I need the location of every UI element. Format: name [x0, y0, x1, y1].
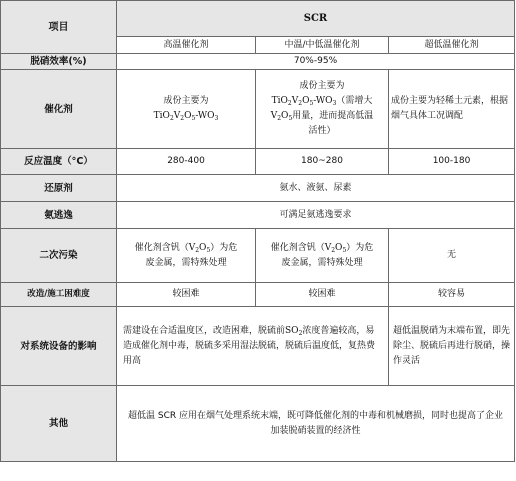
catalyst-mid-line1: 成份主要为	[299, 81, 345, 91]
temperature-label: 反应温度（°C）	[1, 149, 117, 175]
impact-high-mid: 需建设在合适温度区，改造困难，脱硫前$SO_2$浓度普遍较高，易造成催化剂中毒，脱硫多采用湿法脱硫，脱硫后温度低，复热费用高	[117, 307, 389, 386]
catalyst-mid-line3: $V_2O_5$用量，进而提高低温	[270, 111, 374, 122]
ammonia-slip-label: 氨逃逸	[1, 202, 117, 229]
secondary-pollution-low: 无	[389, 229, 515, 283]
other-row	[1, 386, 515, 462]
efficiency-value: 70%-95%	[117, 54, 515, 70]
temperature-low: 100-180	[389, 149, 515, 175]
difficulty-mid: 较困难	[256, 283, 389, 307]
catalyst-mid-line4: 活性）	[308, 126, 336, 136]
other-label: 其他	[1, 386, 117, 462]
catalyst-high-formula: $TiO_2V_2O_5-WO_3$	[153, 111, 219, 122]
catalyst-mid-line2: $TiO_2V_2O_5-WO_3$（需增大	[271, 96, 373, 107]
impact-label: 对系统设备的影响	[1, 307, 117, 386]
ammonia-slip-value: 可满足氨逃逸要求	[117, 202, 515, 229]
reducing-agent-row	[1, 175, 515, 202]
catalyst-high-line1: 成份主要为	[163, 96, 209, 106]
reducing-agent-value: 氨水、液氨、尿素	[117, 175, 515, 202]
efficiency-row	[1, 54, 515, 70]
secondary-pollution-high: 催化剂含钒$(V_2O_5)$为危 废金属，需特殊处理	[117, 229, 256, 283]
temperature-mid: 180~280	[256, 149, 389, 175]
item-header: 项目	[1, 1, 117, 54]
temperature-high: 280-400	[117, 149, 256, 175]
impact-low: 超低温脱硝为末端布置，即先除尘、脱硫后再进行脱硝，操作灵活	[389, 307, 515, 386]
catalyst-low: 成份主要为轻稀土元素，根据烟气具体工况调配	[389, 70, 515, 149]
type-ultra-low-temp: 超低温催化剂	[389, 37, 515, 54]
scr-header: SCR	[117, 1, 515, 37]
impact-row	[1, 307, 515, 386]
type-high-temp: 高温催化剂	[117, 37, 256, 54]
difficulty-row	[1, 283, 515, 307]
difficulty-low: 较容易	[389, 283, 515, 307]
secondary-pollution-row	[1, 229, 515, 283]
reducing-agent-label: 还原剂	[1, 175, 117, 202]
catalyst-row	[1, 70, 515, 149]
catalyst-label: 催化剂	[1, 70, 117, 149]
header-row	[1, 1, 515, 37]
catalyst-mid	[256, 70, 389, 149]
catalyst-high	[117, 70, 256, 149]
ammonia-slip-row	[1, 202, 515, 229]
other-value: 超低温 SCR 应用在烟气处理系统末端，既可降低催化剂的中毒和机械磨损，同时也提高了企业加装脱硝装置的经济性	[117, 386, 515, 462]
efficiency-label: 脱硝效率(%)	[1, 54, 117, 70]
temperature-row	[1, 149, 515, 175]
difficulty-label: 改造/施工困难度	[1, 283, 117, 307]
difficulty-high: 较困难	[117, 283, 256, 307]
secondary-pollution-label: 二次污染	[1, 229, 117, 283]
secondary-pollution-mid: 催化剂含钒$(V_2O_5)$为危 废金属，需特殊处理	[256, 229, 389, 283]
type-mid-temp: 中温/中低温催化剂	[256, 37, 389, 54]
